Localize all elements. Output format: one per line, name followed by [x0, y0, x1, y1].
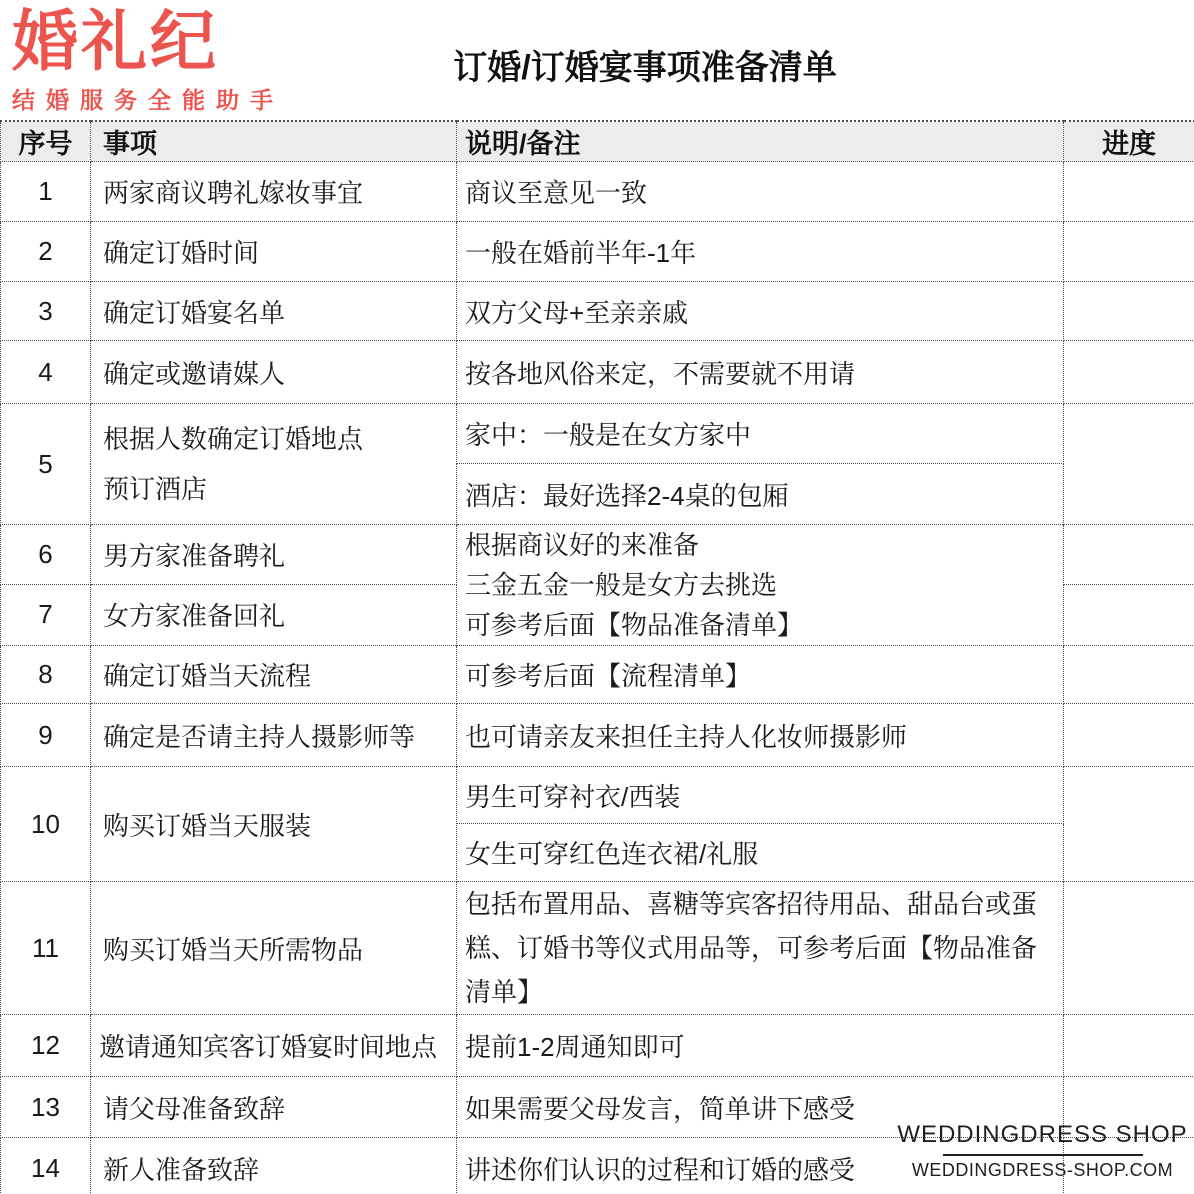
row-no: 2	[1, 222, 91, 282]
watermark-url: WEDDINGDRESS-SHOP.COM	[911, 1160, 1174, 1180]
row-desc: 一般在婚前半年-1年	[457, 222, 1064, 282]
row-desc: 按各地风俗来定，不需要就不用请	[457, 341, 1064, 404]
row-no: 8	[1, 646, 91, 704]
row-item: 确定订婚宴名单	[91, 282, 457, 341]
row-desc: 包括布置用品、喜糖等宾客招待用品、甜品台或蛋糕、订婚书等仪式用品等，可参考后面【物品准备清单】	[457, 882, 1064, 1015]
row-progress-cell	[1064, 222, 1194, 282]
row-progress-cell	[1064, 282, 1194, 341]
row-no: 11	[1, 882, 91, 1015]
header-no: 序号	[1, 121, 91, 162]
row-progress-cell	[1064, 584, 1194, 645]
row-item: 确定或邀请媒人	[91, 341, 457, 404]
table-row	[1, 767, 1194, 824]
row-item: 确定订婚时间	[91, 222, 457, 282]
row-progress-cell	[1064, 1015, 1194, 1077]
page-title: 订婚/订婚宴事项准备清单	[453, 49, 837, 87]
row-item-line1: 根据人数确定订婚地点	[103, 424, 364, 454]
row-no: 4	[1, 341, 91, 404]
header-item: 事项	[91, 121, 457, 162]
watermark-divider	[943, 1154, 1143, 1156]
header-desc: 说明/备注	[457, 121, 1064, 162]
brand-tagline: 结婚服务全能助手	[12, 87, 284, 113]
row-no: 3	[1, 282, 91, 341]
brand-block	[12, 2, 284, 115]
row-item: 购买订婚当天所需物品	[91, 882, 457, 1015]
row-progress-cell	[1064, 882, 1194, 1015]
table-row	[1, 341, 1194, 404]
row-item: 确定是否请主持人摄影师等	[91, 704, 457, 767]
watermark	[895, 1121, 1190, 1181]
watermark-title: WEDDINGDRESS SHOP	[897, 1121, 1188, 1148]
row-desc: 如果需要父母发言，简单讲下感受	[457, 1077, 1064, 1138]
row-item: 新人准备致辞	[91, 1138, 457, 1194]
table-row	[1, 162, 1194, 222]
header-progress: 进度	[1064, 121, 1194, 162]
row-desc: 提前1-2周通知即可	[457, 1015, 1064, 1077]
merged-desc-line1: 根据商议好的来准备	[465, 530, 700, 560]
row-progress-cell	[1064, 646, 1194, 704]
row-desc-merged	[457, 525, 1064, 646]
merged-desc-line2: 三金五金一般是女方去挑选	[465, 570, 778, 600]
row-desc: 也可请亲友来担任主持人化妆师摄影师	[457, 704, 1064, 767]
row-item: 男方家准备聘礼	[91, 525, 457, 585]
row-no: 1	[1, 162, 91, 222]
row-progress-cell	[1064, 767, 1194, 882]
row-desc: 讲述你们认识的过程和订婚的感受	[457, 1138, 1064, 1194]
row-item: 购买订婚当天服装	[91, 767, 457, 882]
row-item-line2: 预订酒店	[103, 474, 208, 504]
row-progress-cell	[1064, 404, 1194, 525]
table-row	[1, 282, 1194, 341]
row-desc-home: 家中：一般是在女方家中	[457, 404, 1064, 464]
row-item: 两家商议聘礼嫁妆事宜	[91, 162, 457, 222]
row-no: 9	[1, 704, 91, 767]
table-row	[1, 646, 1194, 704]
row-progress-cell	[1064, 525, 1194, 585]
row-no: 10	[1, 767, 91, 882]
row-desc-female: 女生可穿红色连衣裙/礼服	[457, 824, 1064, 882]
row-progress-cell	[1064, 162, 1194, 222]
table-row	[1, 222, 1194, 282]
row-item	[91, 404, 457, 525]
checklist-table	[0, 120, 1194, 1194]
row-no: 7	[1, 584, 91, 645]
merged-desc-line3: 可参考后面【物品准备清单】	[465, 610, 804, 640]
row-no: 13	[1, 1077, 91, 1138]
table-row	[1, 1015, 1194, 1077]
row-no: 14	[1, 1138, 91, 1194]
row-no: 6	[1, 525, 91, 585]
row-item: 请父母准备致辞	[91, 1077, 457, 1138]
row-desc: 双方父母+至亲亲戚	[457, 282, 1064, 341]
row-item: 确定订婚当天流程	[91, 646, 457, 704]
row-desc-hotel: 酒店：最好选择2-4桌的包厢	[457, 464, 1064, 525]
table-row	[1, 882, 1194, 1015]
row-item: 邀请通知宾客订婚宴时间地点	[91, 1015, 457, 1077]
row-desc-male: 男生可穿衬衣/西装	[457, 767, 1064, 824]
table-header-row	[1, 121, 1194, 162]
row-no: 12	[1, 1015, 91, 1077]
table-row	[1, 404, 1194, 464]
row-no: 5	[1, 404, 91, 525]
brand-logo: 婚礼纪	[12, 4, 219, 78]
row-progress-cell	[1064, 704, 1194, 767]
row-desc: 商议至意见一致	[457, 162, 1064, 222]
row-item: 女方家准备回礼	[91, 584, 457, 645]
table-row	[1, 525, 1194, 585]
row-progress-cell	[1064, 341, 1194, 404]
table-row	[1, 704, 1194, 767]
row-desc: 可参考后面【流程清单】	[457, 646, 1064, 704]
